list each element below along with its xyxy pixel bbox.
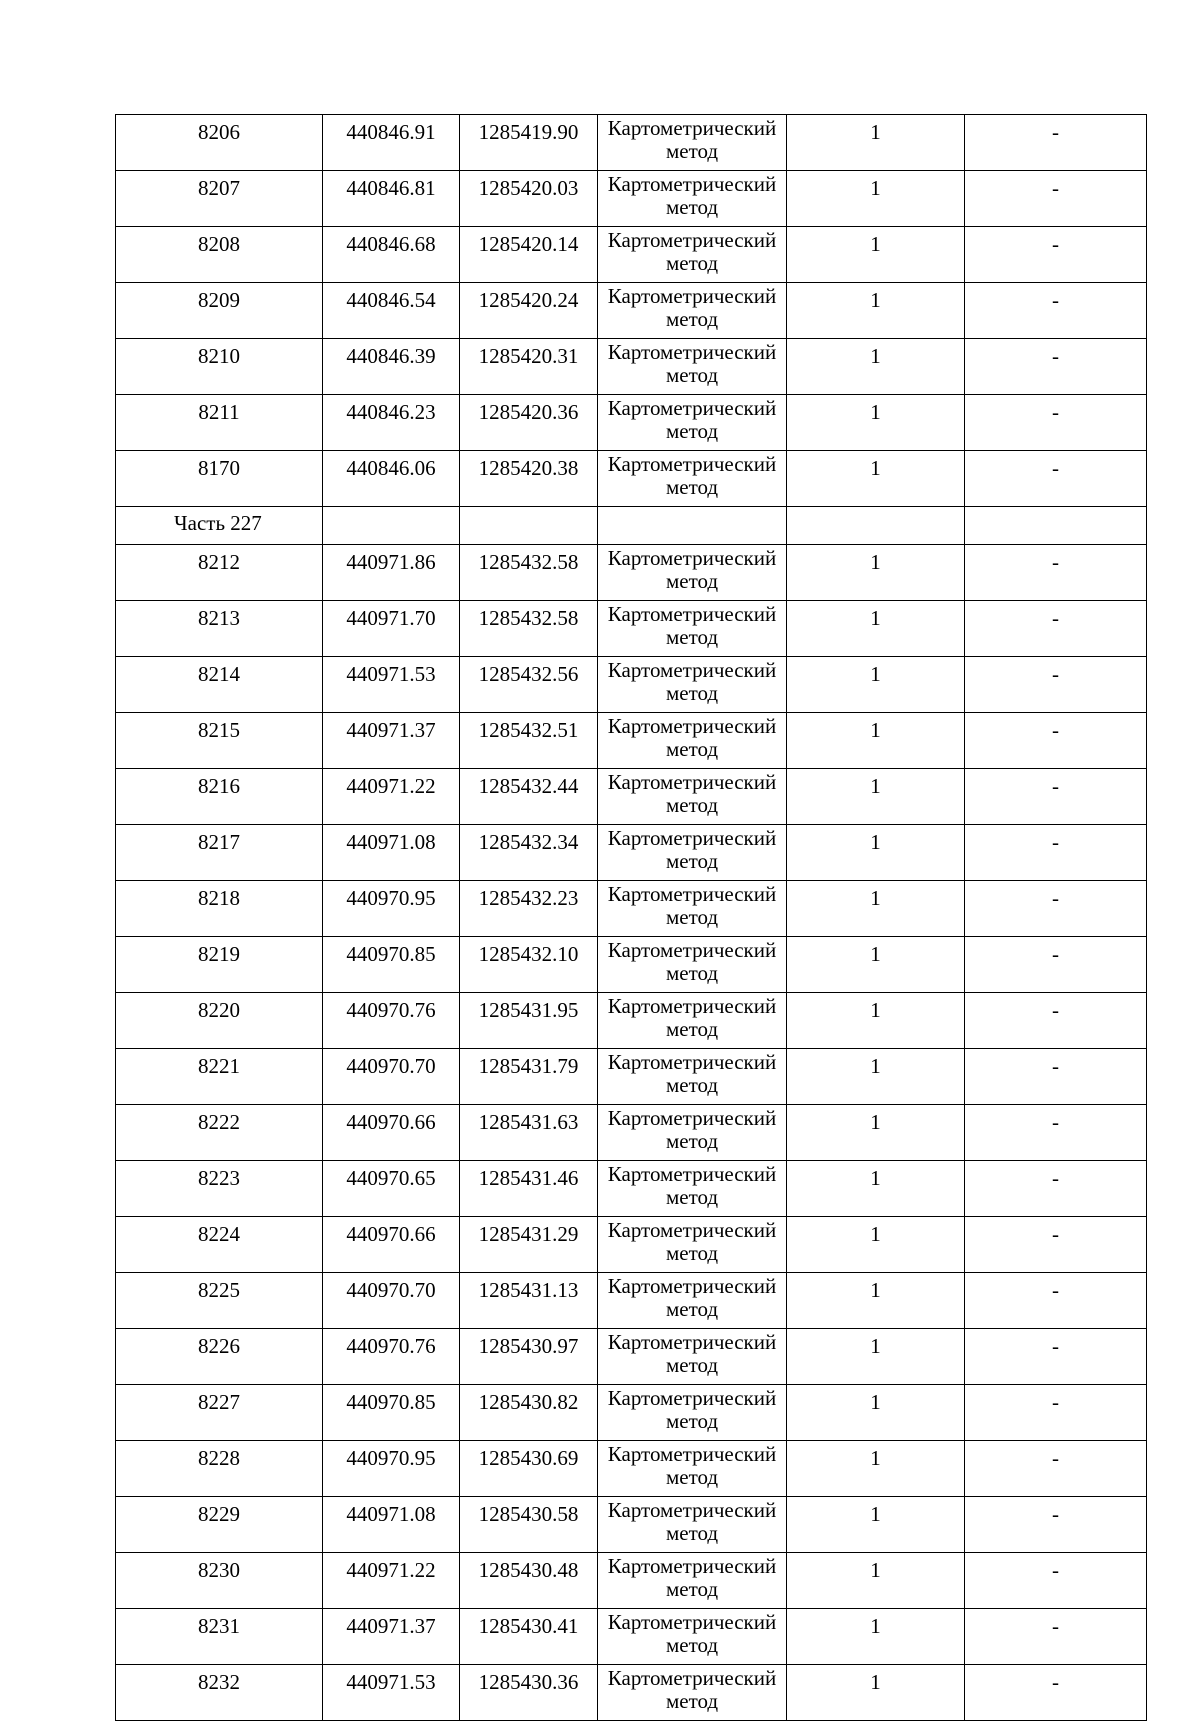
- x-coordinate: 440971.22: [323, 1553, 460, 1609]
- note-cell: -: [965, 283, 1147, 339]
- method-cell: Картометрический метод: [598, 227, 787, 283]
- method-cell: Картометрический метод: [598, 937, 787, 993]
- point-number: 8221: [116, 1049, 323, 1105]
- y-coordinate: 1285432.23: [460, 881, 598, 937]
- section-label: Часть 227: [116, 507, 323, 545]
- point-number: 8223: [116, 1161, 323, 1217]
- method-cell: Картометрический метод: [598, 115, 787, 171]
- y-coordinate: 1285420.36: [460, 395, 598, 451]
- y-coordinate: 1285431.95: [460, 993, 598, 1049]
- note-cell: -: [965, 881, 1147, 937]
- note-cell: -: [965, 339, 1147, 395]
- x-coordinate: 440971.37: [323, 713, 460, 769]
- point-number: 8231: [116, 1609, 323, 1665]
- table-row: [116, 227, 1147, 283]
- table-row: [116, 545, 1147, 601]
- accuracy-cell: 1: [787, 713, 965, 769]
- accuracy-cell: 1: [787, 1049, 965, 1105]
- x-coordinate: 440971.08: [323, 1497, 460, 1553]
- note-cell: -: [965, 1105, 1147, 1161]
- accuracy-cell: 1: [787, 1161, 965, 1217]
- accuracy-cell: 1: [787, 769, 965, 825]
- table-row: [116, 1553, 1147, 1609]
- x-coordinate: 440970.70: [323, 1273, 460, 1329]
- y-coordinate: 1285432.58: [460, 601, 598, 657]
- accuracy-cell: 1: [787, 171, 965, 227]
- y-coordinate: 1285432.51: [460, 713, 598, 769]
- method-cell: Картометрический метод: [598, 1105, 787, 1161]
- table-row: [116, 171, 1147, 227]
- accuracy-cell: 1: [787, 993, 965, 1049]
- point-number: 8217: [116, 825, 323, 881]
- note-cell: -: [965, 1161, 1147, 1217]
- method-cell: Картометрический метод: [598, 769, 787, 825]
- y-coordinate: 1285420.24: [460, 283, 598, 339]
- y-coordinate: 1285420.31: [460, 339, 598, 395]
- point-number: 8226: [116, 1329, 323, 1385]
- x-coordinate: 440971.53: [323, 1665, 460, 1721]
- x-coordinate: 440970.95: [323, 881, 460, 937]
- empty-cell: [965, 507, 1147, 545]
- method-cell: Картометрический метод: [598, 657, 787, 713]
- note-cell: -: [965, 1385, 1147, 1441]
- note-cell: -: [965, 1553, 1147, 1609]
- method-cell: Картометрический метод: [598, 1217, 787, 1273]
- note-cell: -: [965, 825, 1147, 881]
- method-cell: Картометрический метод: [598, 1441, 787, 1497]
- x-coordinate: 440970.65: [323, 1161, 460, 1217]
- point-number: 8218: [116, 881, 323, 937]
- table-row: [116, 713, 1147, 769]
- table-row: [116, 395, 1147, 451]
- note-cell: -: [965, 993, 1147, 1049]
- y-coordinate: 1285431.79: [460, 1049, 598, 1105]
- method-cell: Картометрический метод: [598, 881, 787, 937]
- accuracy-cell: 1: [787, 451, 965, 507]
- x-coordinate: 440971.22: [323, 769, 460, 825]
- method-cell: Картометрический метод: [598, 1385, 787, 1441]
- section-header-row: [116, 507, 1147, 545]
- point-number: 8227: [116, 1385, 323, 1441]
- accuracy-cell: 1: [787, 657, 965, 713]
- method-cell: Картометрический метод: [598, 1273, 787, 1329]
- method-cell: Картометрический метод: [598, 171, 787, 227]
- method-cell: Картометрический метод: [598, 1497, 787, 1553]
- point-number: 8220: [116, 993, 323, 1049]
- x-coordinate: 440970.66: [323, 1105, 460, 1161]
- method-cell: Картометрический метод: [598, 1609, 787, 1665]
- table-row: [116, 1665, 1147, 1721]
- y-coordinate: 1285430.97: [460, 1329, 598, 1385]
- point-number: 8224: [116, 1217, 323, 1273]
- accuracy-cell: 1: [787, 1329, 965, 1385]
- y-coordinate: 1285431.63: [460, 1105, 598, 1161]
- method-cell: Картометрический метод: [598, 339, 787, 395]
- table-row: [116, 993, 1147, 1049]
- empty-cell: [323, 507, 460, 545]
- accuracy-cell: 1: [787, 1217, 965, 1273]
- point-number: 8212: [116, 545, 323, 601]
- note-cell: -: [965, 657, 1147, 713]
- accuracy-cell: 1: [787, 395, 965, 451]
- point-number: 8215: [116, 713, 323, 769]
- method-cell: Картометрический метод: [598, 395, 787, 451]
- method-cell: Картометрический метод: [598, 601, 787, 657]
- y-coordinate: 1285430.48: [460, 1553, 598, 1609]
- y-coordinate: 1285430.69: [460, 1441, 598, 1497]
- x-coordinate: 440846.23: [323, 395, 460, 451]
- method-cell: Картометрический метод: [598, 1553, 787, 1609]
- point-number: 8228: [116, 1441, 323, 1497]
- table-row: [116, 1105, 1147, 1161]
- table-row: [116, 1161, 1147, 1217]
- note-cell: -: [965, 1441, 1147, 1497]
- table-row: [116, 937, 1147, 993]
- x-coordinate: 440970.76: [323, 1329, 460, 1385]
- y-coordinate: 1285430.36: [460, 1665, 598, 1721]
- x-coordinate: 440971.53: [323, 657, 460, 713]
- point-number: 8214: [116, 657, 323, 713]
- y-coordinate: 1285419.90: [460, 115, 598, 171]
- accuracy-cell: 1: [787, 283, 965, 339]
- point-number: 8206: [116, 115, 323, 171]
- table-row: [116, 1497, 1147, 1553]
- point-number: 8208: [116, 227, 323, 283]
- point-number: 8225: [116, 1273, 323, 1329]
- table-row: [116, 825, 1147, 881]
- accuracy-cell: 1: [787, 1665, 965, 1721]
- accuracy-cell: 1: [787, 825, 965, 881]
- y-coordinate: 1285432.58: [460, 545, 598, 601]
- table-row: [116, 657, 1147, 713]
- empty-cell: [460, 507, 598, 545]
- table-row: [116, 1273, 1147, 1329]
- point-number: 8222: [116, 1105, 323, 1161]
- x-coordinate: 440846.54: [323, 283, 460, 339]
- empty-cell: [787, 507, 965, 545]
- method-cell: Картометрический метод: [598, 283, 787, 339]
- note-cell: -: [965, 451, 1147, 507]
- table-row: [116, 881, 1147, 937]
- table-row: [116, 1049, 1147, 1105]
- accuracy-cell: 1: [787, 339, 965, 395]
- point-number: 8211: [116, 395, 323, 451]
- point-number: 8210: [116, 339, 323, 395]
- accuracy-cell: 1: [787, 1609, 965, 1665]
- note-cell: -: [965, 1329, 1147, 1385]
- x-coordinate: 440846.68: [323, 227, 460, 283]
- y-coordinate: 1285420.38: [460, 451, 598, 507]
- note-cell: -: [965, 1217, 1147, 1273]
- x-coordinate: 440970.85: [323, 1385, 460, 1441]
- method-cell: Картометрический метод: [598, 1329, 787, 1385]
- coordinates-table: [115, 114, 1147, 1721]
- note-cell: -: [965, 1049, 1147, 1105]
- table-row: [116, 1609, 1147, 1665]
- table-row: [116, 339, 1147, 395]
- accuracy-cell: 1: [787, 1497, 965, 1553]
- y-coordinate: 1285431.13: [460, 1273, 598, 1329]
- y-coordinate: 1285430.41: [460, 1609, 598, 1665]
- x-coordinate: 440971.08: [323, 825, 460, 881]
- note-cell: -: [965, 545, 1147, 601]
- note-cell: -: [965, 1609, 1147, 1665]
- note-cell: -: [965, 1665, 1147, 1721]
- note-cell: -: [965, 1497, 1147, 1553]
- x-coordinate: 440846.91: [323, 115, 460, 171]
- point-number: 8219: [116, 937, 323, 993]
- table-row: [116, 283, 1147, 339]
- point-number: 8216: [116, 769, 323, 825]
- method-cell: Картометрический метод: [598, 1161, 787, 1217]
- coordinates-table-body: [116, 115, 1147, 1721]
- x-coordinate: 440970.66: [323, 1217, 460, 1273]
- method-cell: Картометрический метод: [598, 713, 787, 769]
- point-number: 8213: [116, 601, 323, 657]
- point-number: 8232: [116, 1665, 323, 1721]
- method-cell: Картометрический метод: [598, 825, 787, 881]
- table-row: [116, 601, 1147, 657]
- point-number: 8229: [116, 1497, 323, 1553]
- table-row: [116, 115, 1147, 171]
- method-cell: Картометрический метод: [598, 1665, 787, 1721]
- accuracy-cell: 1: [787, 1553, 965, 1609]
- point-number: 8230: [116, 1553, 323, 1609]
- accuracy-cell: 1: [787, 115, 965, 171]
- accuracy-cell: 1: [787, 227, 965, 283]
- y-coordinate: 1285420.14: [460, 227, 598, 283]
- y-coordinate: 1285430.82: [460, 1385, 598, 1441]
- accuracy-cell: 1: [787, 937, 965, 993]
- note-cell: -: [965, 769, 1147, 825]
- x-coordinate: 440846.06: [323, 451, 460, 507]
- table-row: [116, 1385, 1147, 1441]
- x-coordinate: 440970.76: [323, 993, 460, 1049]
- accuracy-cell: 1: [787, 881, 965, 937]
- y-coordinate: 1285432.10: [460, 937, 598, 993]
- accuracy-cell: 1: [787, 601, 965, 657]
- y-coordinate: 1285431.46: [460, 1161, 598, 1217]
- y-coordinate: 1285431.29: [460, 1217, 598, 1273]
- x-coordinate: 440970.70: [323, 1049, 460, 1105]
- table-row: [116, 1441, 1147, 1497]
- note-cell: -: [965, 115, 1147, 171]
- method-cell: Картометрический метод: [598, 993, 787, 1049]
- x-coordinate: 440970.85: [323, 937, 460, 993]
- accuracy-cell: 1: [787, 1273, 965, 1329]
- note-cell: -: [965, 601, 1147, 657]
- x-coordinate: 440971.37: [323, 1609, 460, 1665]
- empty-cell: [598, 507, 787, 545]
- x-coordinate: 440971.86: [323, 545, 460, 601]
- x-coordinate: 440970.95: [323, 1441, 460, 1497]
- point-number: 8170: [116, 451, 323, 507]
- point-number: 8207: [116, 171, 323, 227]
- accuracy-cell: 1: [787, 1385, 965, 1441]
- note-cell: -: [965, 227, 1147, 283]
- y-coordinate: 1285420.03: [460, 171, 598, 227]
- note-cell: -: [965, 395, 1147, 451]
- method-cell: Картометрический метод: [598, 545, 787, 601]
- method-cell: Картометрический метод: [598, 451, 787, 507]
- note-cell: -: [965, 937, 1147, 993]
- table-row: [116, 451, 1147, 507]
- y-coordinate: 1285432.56: [460, 657, 598, 713]
- table-row: [116, 1217, 1147, 1273]
- method-cell: Картометрический метод: [598, 1049, 787, 1105]
- table-row: [116, 769, 1147, 825]
- accuracy-cell: 1: [787, 545, 965, 601]
- y-coordinate: 1285432.44: [460, 769, 598, 825]
- accuracy-cell: 1: [787, 1441, 965, 1497]
- note-cell: -: [965, 713, 1147, 769]
- note-cell: -: [965, 171, 1147, 227]
- note-cell: -: [965, 1273, 1147, 1329]
- x-coordinate: 440846.39: [323, 339, 460, 395]
- table-row: [116, 1329, 1147, 1385]
- y-coordinate: 1285430.58: [460, 1497, 598, 1553]
- point-number: 8209: [116, 283, 323, 339]
- x-coordinate: 440846.81: [323, 171, 460, 227]
- x-coordinate: 440971.70: [323, 601, 460, 657]
- y-coordinate: 1285432.34: [460, 825, 598, 881]
- accuracy-cell: 1: [787, 1105, 965, 1161]
